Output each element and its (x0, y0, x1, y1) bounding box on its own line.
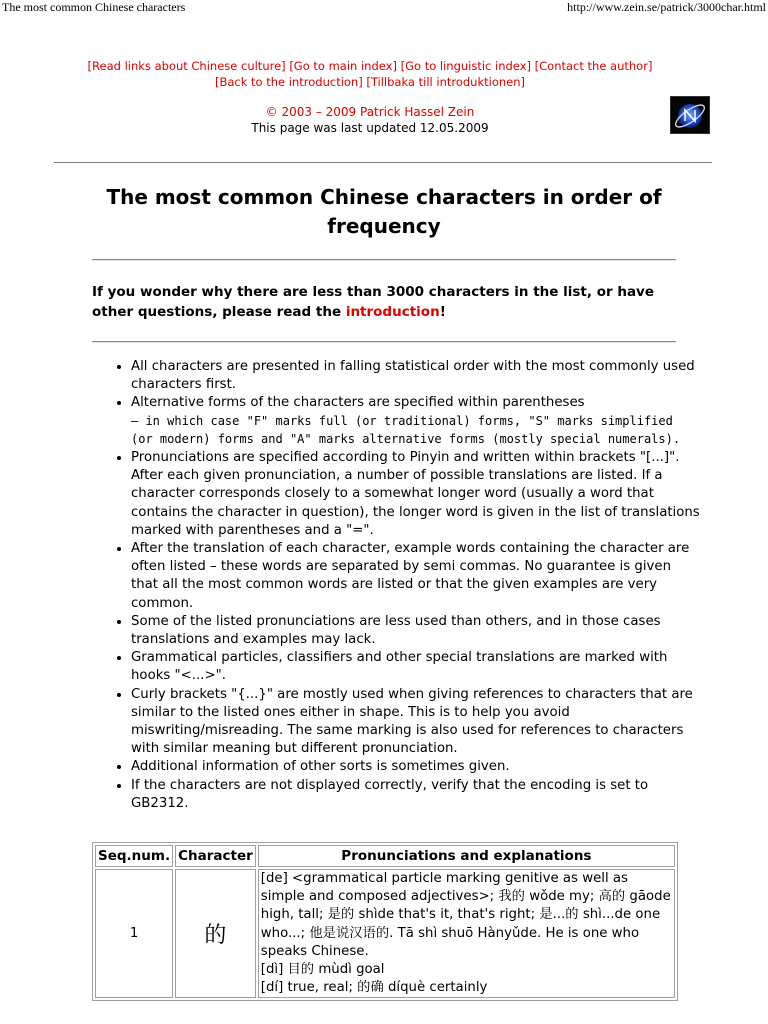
explanation-line: [dí] true, real; 的确 díquè certainly (260, 980, 488, 996)
list-item: • Grammatical particles, classifiers and other special translations are marked with hooks "<...>". (131, 649, 701, 685)
header-character: Character (175, 845, 256, 867)
introduction-notice (92, 282, 682, 322)
link-chinese-culture[interactable]: [Read links about Chinese culture] (87, 59, 286, 73)
rules-list (114, 358, 701, 813)
link-back-to-introduction[interactable]: [Back to the introduction] (214, 75, 363, 89)
table-header-row (95, 845, 675, 867)
list-item: • Curly brackets "{...}" are mostly used when giving references to characters that are similar to the listed ones either in shape. This is to help you avoid miswriting/misreading. The same marking is also used for references to characters with similar meaning but different pronunciation. (131, 686, 701, 759)
list-item: • Some of the listed pronunciations are less used than others, and in those cases translations and examples may lack. (131, 613, 701, 649)
explanation-line: [dì] 目的 mùdì goal (260, 962, 385, 978)
list-item: • After the translation of each character, example words containing the character are often listed – these words are separated by semi commas. No guarantee is given that all the most common words are listed or that the given examples are very common. (131, 540, 701, 613)
table-row (95, 869, 675, 998)
link-tillbaka-introduktionen[interactable]: [Tillbaka till introduktionen] (366, 75, 526, 89)
last-updated: This page was last updated 12.05.2009 (251, 121, 489, 135)
list-item: • All characters are presented in falling statistical order with the most commonly used characters first. (131, 358, 701, 394)
list-item: • Additional information of other sorts is sometimes given. (131, 758, 701, 776)
explanation-line: [de] <grammatical particle marking genitive as well as simple and composed adjectives>; 我的 wǒde my; 高的 gāode high, tall; 是的 shìde that's it, that's right; 是...的 shì...de one who...; 他是说汉语的. Tā shì shuō Hànyǔde. He is one who speaks Chinese. (260, 871, 671, 959)
explanation-cell (258, 869, 675, 998)
link-main-index[interactable]: [Go to main index] (289, 59, 397, 73)
character-table (92, 842, 678, 1001)
notice-divider (92, 341, 676, 343)
rule-text: Alternative forms of the characters are specified within parentheses (131, 395, 585, 411)
nav-links (60, 58, 680, 90)
copyright-block (60, 104, 680, 136)
list-item (131, 394, 701, 449)
page-title: The most common Chinese characters in order of frequency (106, 185, 662, 238)
list-item: • Pronunciations are specified according to Pinyin and written within brackets "[...]". After each given pronunciation, a number of possible translations are listed. If a character corresponds closely to a somewhat longer word (usually a word that contains the character in question), the longer word is given in the list of translations marked with parentheses and a "=". (131, 449, 701, 540)
print-page-title: The most common Chinese characters (2, 0, 186, 14)
link-linguistic-index[interactable]: [Go to linguistic index] (400, 59, 531, 73)
title-divider (92, 259, 676, 261)
print-header (0, 0, 768, 16)
link-introduction[interactable]: introduction (345, 304, 440, 320)
top-divider (54, 162, 712, 163)
list-item: • If the characters are not displayed correctly, verify that the encoding is set to GB2312. (131, 777, 701, 813)
seq-num-cell: 1 (95, 869, 173, 998)
header-pronunciations: Pronunciations and explanations (258, 845, 675, 867)
copyright-line: © 2003 – 2009 Patrick Hassel Zein (265, 105, 475, 119)
print-page-url: http://www.zein.se/patrick/3000char.html (567, 0, 766, 14)
notice-end: ! (439, 304, 446, 320)
site-logo-icon[interactable] (670, 96, 710, 134)
header-seq-num: Seq.num. (95, 845, 173, 867)
link-contact-author[interactable]: [Contact the author] (534, 59, 653, 73)
notice-text: If you wonder why there are less than 3000 characters in the list, or have other questions, please read the (92, 284, 655, 320)
character-cell: 的 (175, 869, 256, 998)
rule-mono-text: – in which case "F" marks full (or traditional) forms, "S" marks simplified (or modern) forms and "A" marks alternative forms (mostly special numerals). (131, 413, 681, 446)
